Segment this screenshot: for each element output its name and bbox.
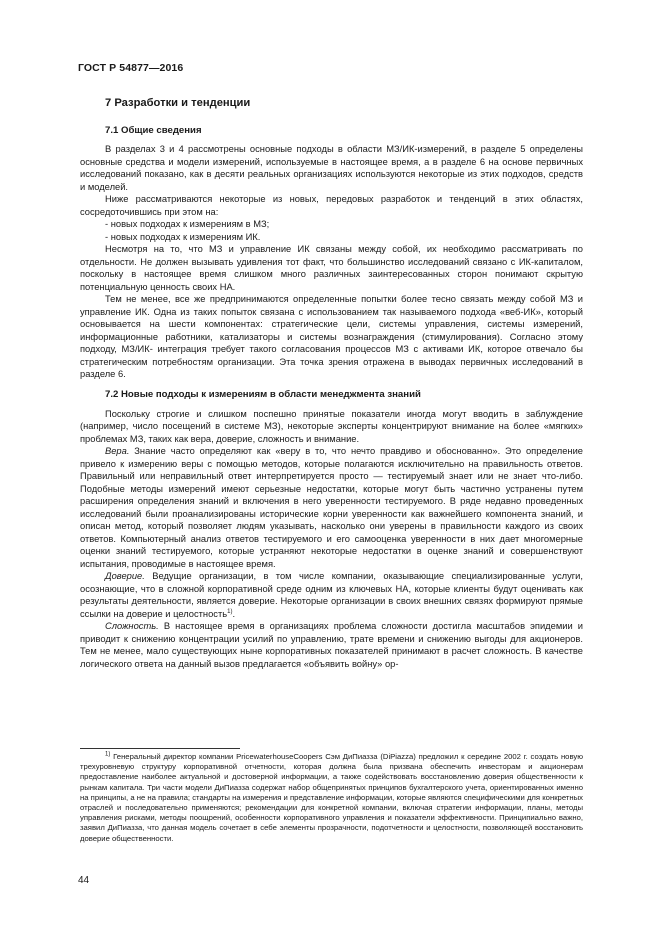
footnote	[80, 752, 583, 844]
section-title: 7 Разработки и тенденции	[105, 97, 251, 109]
paragraph: Поскольку строгие и слишком поспешно принятые показатели иногда могут вводить в заблуждение (например, число посещений в системе МЗ), некоторые эксперты концентрируют внимание на более «мягких» проблемах МЗ, таких как вера, доверие, сложность и внимание.	[80, 408, 583, 444]
document-header: ГОСТ Р 54877—2016	[78, 62, 184, 74]
paragraph: В разделах 3 и 4 рассмотрены основные подходы в области МЗ/ИК-измерений, в разделе 5 определены основные средства и модели измерений, используемые в настоящее время, а в разделе 6 на основе первичных исследований показано, как в десяти реальных организациях используются некоторые из этих подходов, средств и моделей.	[80, 144, 583, 192]
subsection-title-7-1: 7.1 Общие сведения	[105, 125, 202, 136]
footnote-divider	[80, 748, 240, 749]
footnote-text	[80, 752, 583, 844]
paragraph-slozhnost	[80, 620, 583, 670]
vera-text: Знание часто определяют как «веру в то, что нечто правдиво и обоснованно». Это определение привело к измерению веры с помощью методов, которые полагаются исключительно на правильность ответов. Правильный или неправильный ответ интерпретируется просто — тестируемый знает или не знает что-либо. Подобные методы измерений имеют серьезные недостатки, которые могут быть частично устранены путем расширения определения знаний и включения в него уверенности тестируемого. В ряде недавно проведенных исследований были проанализированы исторические корни уверенности как важнейшего компонента знаний, и описан метод, который позволяет людям указывать, насколько они уверены в правильности каждого из своих ответов. Компьютерный анализ ответов тестируемого и его самооценка уверенности в них дает многомерные оценки знаний тестируемого, которые устраняют некоторые недостатки в оценке знаний и совершенствуют испытания, проводимые в настоящее время.	[80, 446, 583, 569]
paragraph: Тем не менее, все же предпринимаются определенные попытки более тесно связать между собой МЗ и управление ИК. Одна из таких попыток связана с использованием так называемого подхода «веб-ИК», который основывается на шести компонентах: стратегические цели, системы управления, системы измерений, информационные работники, катализаторы и системы вознаграждения (стимулирования). Согласно этому подходу, МЗ/ИК- интеграция требует такого согласования процессов МЗ с активами ИК, которое отвечало бы стратегическим потребностям организации. Эта точка зрения отражена в выводах первичных исследований в разделе 6.	[80, 294, 583, 379]
list-item: - новых подходах к измерениям в МЗ;	[105, 219, 270, 229]
page-number: 44	[78, 875, 90, 886]
footnote-body: Генеральный директор компании PricewaterhouseCoopers Сэм ДиПиазза (DiPiazza) предложил к середине 2002 г. создать новую трехуровневую структуру корпоративной отчетности, которая должна была призвана обеспечить инвесторам и акционерам предоставление наиболее актуальной и достоверной информации, а также содействовать восстановлению доверия общественности к рынкам капитала. Три части модели ДиПиазза содержат набор общепринятых принципов бухгалтерского учета, ориентированных именно на принципы, а не на правила; стандарты на измерения и представление информации, которые являются специфическими для конкретных отраслей и последовательно применяются; рекомендации для конкретной компании, включая стратегии информации, планы, методы управления рисками, методы поощрений, особенности корпоративного управления и показатели эффективности. Принципиально важно, заявил ДиПиазза, что данная модель сочетает в себе элементы прозрачности, подотчетности и целостности, позволяющей восстановить доверие общественности.	[80, 752, 583, 843]
term-slozhnost: Сложность.	[105, 621, 159, 631]
slozhnost-text: В настоящее время в организациях проблема сложности достигла масштабов эпидемии и приводит к снижению концентрации усилий по управлению, трате времени и снижению выгоды для акционеров. Тем не менее, мало существующих ныне корпоративных показателей принимают в расчет сложность. В качестве логического ответа на данный вызов предлагается «объявить войну» ор-	[80, 621, 583, 669]
footnote-ref: 1)	[227, 608, 233, 615]
term-vera: Вера.	[105, 446, 130, 456]
paragraph-vera	[80, 445, 583, 570]
footnote-mark: 1)	[105, 751, 111, 758]
subsection-title-7-2: 7.2 Новые подходы к измерениям в области менеджмента знаний	[105, 388, 421, 400]
main-content	[80, 90, 583, 670]
doverie-text: Ведущие организации, в том числе компании, оказывающие специализированные услуги, осознающие, что в сложной корпоративной среде одним из ключевых НА, которые клиенты будут оценивать как результаты деятельности, является доверие. Некоторые организации в своих внешних связях формируют прямые ссылки на доверие и целостность	[80, 571, 583, 619]
paragraph: Несмотря на то, что МЗ и управление ИК связаны между собой, их необходимо рассматривать по отдельности. Не должен вызывать удивления тот факт, что большинство исследований связано с ИК-капиталом, поскольку в настоящее время слишком много различных заинтересованных сторон понимают скрытую потенциальную ценность своих НА.	[80, 244, 583, 292]
paragraph: Ниже рассматриваются некоторые из новых, передовых разработок и тенденций в этих областях, сосредоточившись при этом на:	[80, 194, 583, 217]
term-doverie: Доверие.	[105, 571, 145, 581]
doverie-end: .	[232, 608, 236, 619]
list-item: - новых подходах к измерениям ИК.	[105, 231, 261, 242]
paragraph-doverie	[80, 570, 583, 620]
